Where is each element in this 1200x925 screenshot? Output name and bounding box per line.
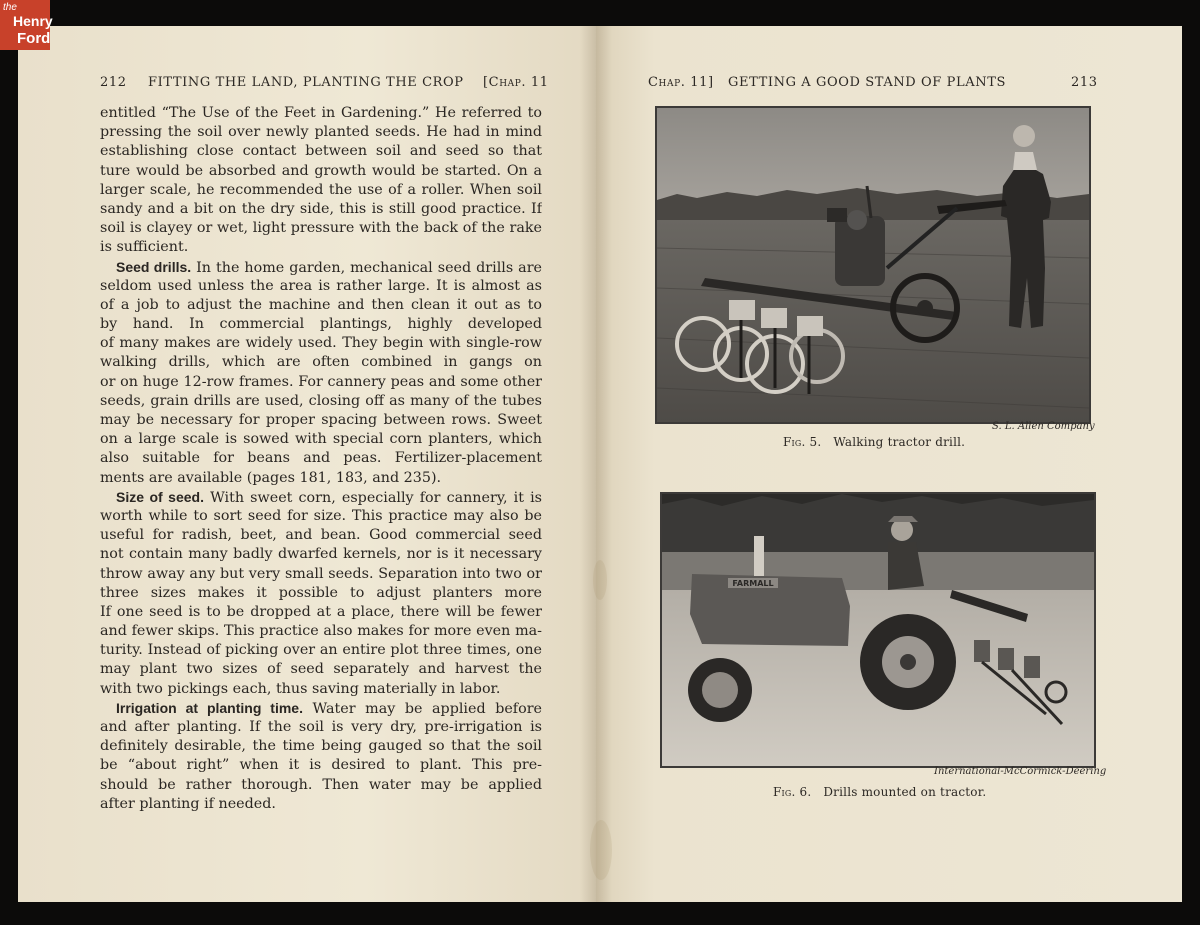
figure-5-caption-text: Walking tractor drill. (833, 435, 966, 449)
text-line: pressing the soil over newly planted seeds. He had in mind (100, 124, 542, 141)
text-line: not contain many badly dwarfed kernels, nor is it necessary (100, 546, 542, 563)
figure-6-credit: International-McCormick-Deering (934, 766, 1107, 777)
text-line: entitled “The Use of the Feet in Gardening.” He referred to (100, 105, 542, 121)
text-line: of many makes are widely used. They begin with single-row (100, 335, 542, 352)
text-line: establishing close contact between soil and seed so that (100, 143, 542, 160)
left-running-title: FITTING THE LAND, PLANTING THE CROP (148, 75, 464, 90)
text-line: of a job to adjust the machine and then clean it out as to (100, 296, 542, 313)
right-running-title: GETTING A GOOD STAND OF PLANTS (728, 75, 1006, 90)
right-chapter-ref: Chap. 11] (648, 75, 714, 90)
text-line: In the home garden, mechanical seed drills are (196, 259, 542, 276)
text-line: larger scale, he recommended the use of a roller. When soil (100, 181, 542, 198)
figure-5-label: Fig. 5. (783, 435, 822, 449)
text-line: soil is clayey or wet, light pressure with the back of the rake (100, 220, 542, 237)
walking-tractor-drill-illustration (657, 108, 1089, 422)
book-gutter (580, 26, 612, 902)
figure-5-photo (655, 106, 1091, 424)
text-line: also suitable for beans and peas. Fertilizer-placement (100, 450, 542, 467)
text-line: with two pickings each, thus saving materially in labor. (100, 680, 501, 697)
text-line: If one seed is to be dropped at a place, there will be fewer (100, 603, 542, 620)
figure-6-caption-text: Drills mounted on tractor. (823, 785, 987, 799)
logo-the: the (3, 2, 17, 13)
text-line: may plant two sizes of seed separately and harvest the (100, 661, 542, 678)
text-line: walking drills, which are often combined in gangs on (100, 354, 542, 371)
text-line: ments are available (pages 181, 183, and 235). (100, 469, 442, 486)
figure-6-label: Fig. 6. (773, 785, 812, 799)
left-body-text (100, 104, 542, 814)
the-henry-ford-logo (0, 0, 53, 50)
tractor-with-drills-illustration (662, 494, 1094, 766)
figure-5-caption (783, 435, 965, 449)
text-line: seldom used unless the area is rather large. It is almost as (100, 277, 542, 294)
size-of-seed-paragraph-start (100, 488, 542, 507)
text-line: worth while to sort seed for size. This practice may also be (100, 507, 542, 524)
text-line: definitely desirable, the time being gauged so that the soil (100, 738, 542, 755)
logo-ford: Ford (17, 30, 51, 47)
text-line: by hand. In commercial plantings, highly developed (100, 316, 542, 333)
text-line: ture would be absorbed and growth would be started. On a (100, 162, 542, 179)
text-line: is sufficient. (100, 239, 189, 256)
text-line: or on huge 12-row frames. For cannery peas and some other (100, 373, 542, 390)
figure-6-photo (660, 492, 1096, 768)
text-line: and after planting. If the soil is very dry, pre-irrigation is (100, 719, 542, 735)
text-line: after planting if needed. (100, 795, 276, 812)
figure-6-caption (773, 785, 986, 799)
text-line: With sweet corn, especially for cannery, it is (210, 489, 542, 506)
text-line: on a large scale is sowed with special corn planters, which (100, 431, 542, 448)
text-line: useful for radish, beet, and bean. Good commercial seed (100, 527, 542, 544)
text-line: be “about right” when it is desired to plant. This pre- (100, 757, 542, 774)
seed-drills-paragraph-start (100, 258, 542, 277)
size-of-seed-heading: Size of seed. (116, 488, 204, 505)
text-line: may be necessary for proper spacing between rows. Sweet (100, 412, 542, 428)
paper-stain (590, 820, 612, 880)
text-line: sandy and a bit on the dry side, this is still good practice. If (100, 200, 542, 217)
text-line: throw away any but very small seeds. Separation into two or (100, 565, 542, 582)
irrigation-paragraph-start (100, 699, 542, 718)
left-page-number: 212 (100, 75, 127, 90)
text-line: Water may be applied before (312, 700, 542, 717)
figure-5-credit: S. L. Allen Company (992, 421, 1095, 432)
text-line: turity. Instead of picking over an entire plot three times, one (100, 642, 542, 659)
text-line: should be rather thorough. Then water may be applied (100, 776, 542, 793)
paper-stain (593, 560, 607, 600)
tractor-brand-text: FARMALL (732, 579, 774, 588)
irrigation-heading: Irrigation at planting time. (116, 699, 303, 716)
right-page-number: 213 (1071, 75, 1098, 90)
logo-henry: Henry (13, 13, 53, 29)
seed-drills-heading: Seed drills. (116, 258, 192, 275)
text-line: and fewer skips. This practice also makes for more even ma- (100, 623, 542, 640)
text-line: seeds, grain drills are used, closing off as many of the tubes (100, 392, 542, 409)
left-chapter-ref: [Chap. 11 (483, 75, 549, 90)
text-line: three sizes makes it possible to adjust planters more (100, 584, 542, 601)
